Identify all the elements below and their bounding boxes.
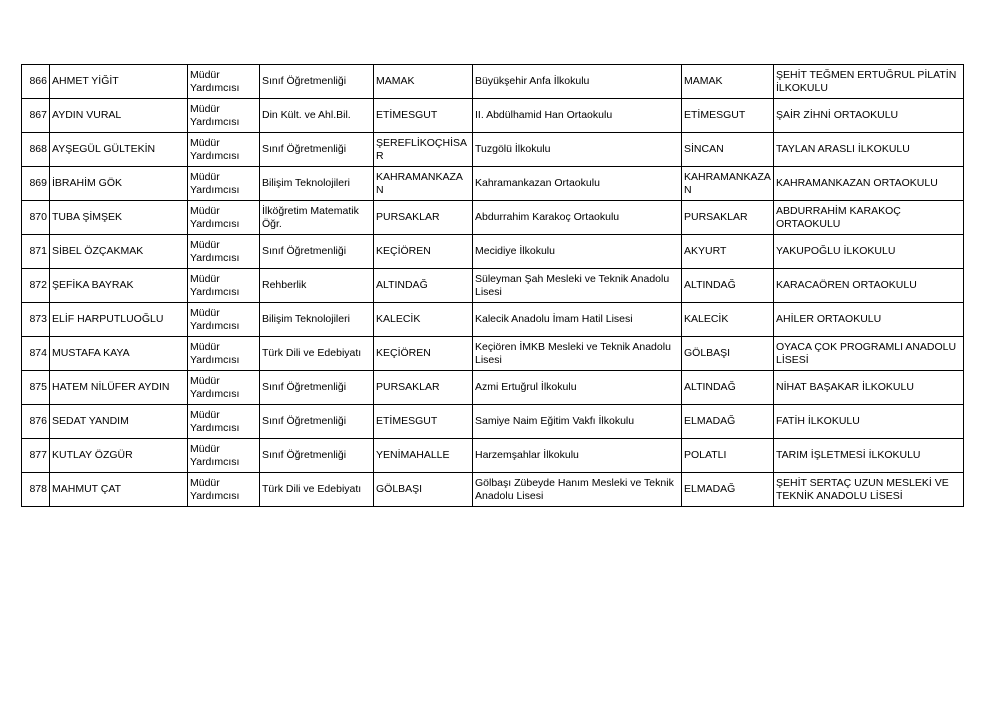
table-row [22, 133, 964, 167]
row-number-cell: 868 [22, 133, 50, 167]
position-cell: Müdür Yardımcısı [188, 371, 260, 405]
person-name-cell: AYDIN VURAL [50, 99, 188, 133]
position-cell: Müdür Yardımcısı [188, 133, 260, 167]
assignment-table [21, 64, 964, 507]
current-district-cell: MAMAK [374, 65, 473, 99]
branch-cell: Türk Dili ve Edebiyatı [260, 473, 374, 507]
person-name-cell: MUSTAFA KAYA [50, 337, 188, 371]
position-cell: Müdür Yardımcısı [188, 303, 260, 337]
position-cell: Müdür Yardımcısı [188, 473, 260, 507]
row-number-cell: 874 [22, 337, 50, 371]
current-district-cell: ETİMESGUT [374, 99, 473, 133]
current-district-cell: ALTINDAĞ [374, 269, 473, 303]
position-cell: Müdür Yardımcısı [188, 167, 260, 201]
current-school-cell: Tuzgölü İlkokulu [473, 133, 682, 167]
current-school-cell: Kahramankazan Ortaokulu [473, 167, 682, 201]
assigned-district-cell: MAMAK [682, 65, 774, 99]
row-number-cell: 878 [22, 473, 50, 507]
assigned-school-cell: AHİLER ORTAOKULU [774, 303, 964, 337]
table-row [22, 235, 964, 269]
assigned-school-cell: TARIM İŞLETMESİ İLKOKULU [774, 439, 964, 473]
current-district-cell: GÖLBAŞI [374, 473, 473, 507]
assigned-district-cell: KALECİK [682, 303, 774, 337]
assigned-district-cell: GÖLBAŞI [682, 337, 774, 371]
current-district-cell: KEÇİÖREN [374, 235, 473, 269]
row-number-cell: 867 [22, 99, 50, 133]
position-cell: Müdür Yardımcısı [188, 439, 260, 473]
current-district-cell: KAHRAMANKAZAN [374, 167, 473, 201]
assigned-district-cell: ELMADAĞ [682, 473, 774, 507]
current-school-cell: Azmi Ertuğrul İlkokulu [473, 371, 682, 405]
branch-cell: İlköğretim Matematik Öğr. [260, 201, 374, 235]
table-row [22, 167, 964, 201]
position-cell: Müdür Yardımcısı [188, 235, 260, 269]
branch-cell: Sınıf Öğretmenliği [260, 133, 374, 167]
assigned-district-cell: PURSAKLAR [682, 201, 774, 235]
table-row [22, 201, 964, 235]
person-name-cell: KUTLAY ÖZGÜR [50, 439, 188, 473]
assigned-school-cell: ŞEHİT TEĞMEN ERTUĞRUL PİLATİN İLKOKULU [774, 65, 964, 99]
table-row [22, 371, 964, 405]
row-number-cell: 869 [22, 167, 50, 201]
assigned-school-cell: NİHAT BAŞAKAR İLKOKULU [774, 371, 964, 405]
table-row [22, 405, 964, 439]
current-district-cell: ETİMESGUT [374, 405, 473, 439]
branch-cell: Sınıf Öğretmenliği [260, 439, 374, 473]
table-row [22, 473, 964, 507]
current-school-cell: Gölbaşı Zübeyde Hanım Mesleki ve Teknik Anadolu Lisesi [473, 473, 682, 507]
current-district-cell: ŞEREFLİKOÇHİSAR [374, 133, 473, 167]
branch-cell: Türk Dili ve Edebiyatı [260, 337, 374, 371]
current-school-cell: Harzemşahlar İlkokulu [473, 439, 682, 473]
current-district-cell: PURSAKLAR [374, 201, 473, 235]
person-name-cell: İBRAHİM GÖK [50, 167, 188, 201]
position-cell: Müdür Yardımcısı [188, 405, 260, 439]
person-name-cell: ELİF HARPUTLUOĞLU [50, 303, 188, 337]
branch-cell: Sınıf Öğretmenliği [260, 405, 374, 439]
current-school-cell: Abdurrahim Karakoç Ortaokulu [473, 201, 682, 235]
assigned-school-cell: KARACAÖREN ORTAOKULU [774, 269, 964, 303]
assigned-school-cell: ŞEHİT SERTAÇ UZUN MESLEKİ VE TEKNİK ANADOLU LİSESİ [774, 473, 964, 507]
assigned-district-cell: POLATLI [682, 439, 774, 473]
assigned-district-cell: AKYURT [682, 235, 774, 269]
position-cell: Müdür Yardımcısı [188, 99, 260, 133]
current-school-cell: Büyükşehir Anfa İlkokulu [473, 65, 682, 99]
table-row [22, 269, 964, 303]
position-cell: Müdür Yardımcısı [188, 269, 260, 303]
current-school-cell: Kalecik Anadolu İmam Hatil Lisesi [473, 303, 682, 337]
current-school-cell: Samiye Naim Eğitim Vakfı İlkokulu [473, 405, 682, 439]
assigned-school-cell: YAKUPOĞLU İLKOKULU [774, 235, 964, 269]
branch-cell: Din Kült. ve Ahl.Bil. [260, 99, 374, 133]
current-school-cell: Mecidiye İlkokulu [473, 235, 682, 269]
assigned-school-cell: ABDURRAHİM KARAKOÇ ORTAOKULU [774, 201, 964, 235]
assigned-school-cell: FATİH İLKOKULU [774, 405, 964, 439]
current-school-cell: II. Abdülhamid Han Ortaokulu [473, 99, 682, 133]
row-number-cell: 875 [22, 371, 50, 405]
assigned-school-cell: OYACA ÇOK PROGRAMLI ANADOLU LİSESİ [774, 337, 964, 371]
position-cell: Müdür Yardımcısı [188, 65, 260, 99]
assigned-school-cell: KAHRAMANKAZAN ORTAOKULU [774, 167, 964, 201]
assigned-district-cell: ELMADAĞ [682, 405, 774, 439]
assigned-district-cell: ALTINDAĞ [682, 371, 774, 405]
current-district-cell: PURSAKLAR [374, 371, 473, 405]
position-cell: Müdür Yardımcısı [188, 337, 260, 371]
assigned-district-cell: ALTINDAĞ [682, 269, 774, 303]
current-school-cell: Süleyman Şah Mesleki ve Teknik Anadolu Lisesi [473, 269, 682, 303]
row-number-cell: 873 [22, 303, 50, 337]
row-number-cell: 876 [22, 405, 50, 439]
person-name-cell: AYŞEGÜL GÜLTEKİN [50, 133, 188, 167]
assigned-school-cell: ŞAİR ZİHNİ ORTAOKULU [774, 99, 964, 133]
assigned-district-cell: ETİMESGUT [682, 99, 774, 133]
table-row [22, 337, 964, 371]
branch-cell: Bilişim Teknolojileri [260, 303, 374, 337]
branch-cell: Sınıf Öğretmenliği [260, 235, 374, 269]
assigned-district-cell: SİNCAN [682, 133, 774, 167]
table-body [22, 65, 964, 507]
row-number-cell: 866 [22, 65, 50, 99]
current-district-cell: KEÇİÖREN [374, 337, 473, 371]
branch-cell: Bilişim Teknolojileri [260, 167, 374, 201]
row-number-cell: 870 [22, 201, 50, 235]
current-district-cell: YENİMAHALLE [374, 439, 473, 473]
assigned-school-cell: TAYLAN ARASLI İLKOKULU [774, 133, 964, 167]
person-name-cell: SEDAT YANDIM [50, 405, 188, 439]
table-row [22, 99, 964, 133]
table-row [22, 65, 964, 99]
current-district-cell: KALECİK [374, 303, 473, 337]
person-name-cell: TUBA ŞİMŞEK [50, 201, 188, 235]
branch-cell: Sınıf Öğretmenliği [260, 371, 374, 405]
table-row [22, 303, 964, 337]
table-row [22, 439, 964, 473]
current-school-cell: Keçiören İMKB Mesleki ve Teknik Anadolu Lisesi [473, 337, 682, 371]
row-number-cell: 871 [22, 235, 50, 269]
person-name-cell: AHMET YİĞİT [50, 65, 188, 99]
assigned-district-cell: KAHRAMANKAZAN [682, 167, 774, 201]
branch-cell: Sınıf Öğretmenliği [260, 65, 374, 99]
person-name-cell: MAHMUT ÇAT [50, 473, 188, 507]
person-name-cell: SİBEL ÖZÇAKMAK [50, 235, 188, 269]
position-cell: Müdür Yardımcısı [188, 201, 260, 235]
row-number-cell: 877 [22, 439, 50, 473]
branch-cell: Rehberlik [260, 269, 374, 303]
person-name-cell: ŞEFİKA BAYRAK [50, 269, 188, 303]
person-name-cell: HATEM NİLÜFER AYDIN [50, 371, 188, 405]
row-number-cell: 872 [22, 269, 50, 303]
